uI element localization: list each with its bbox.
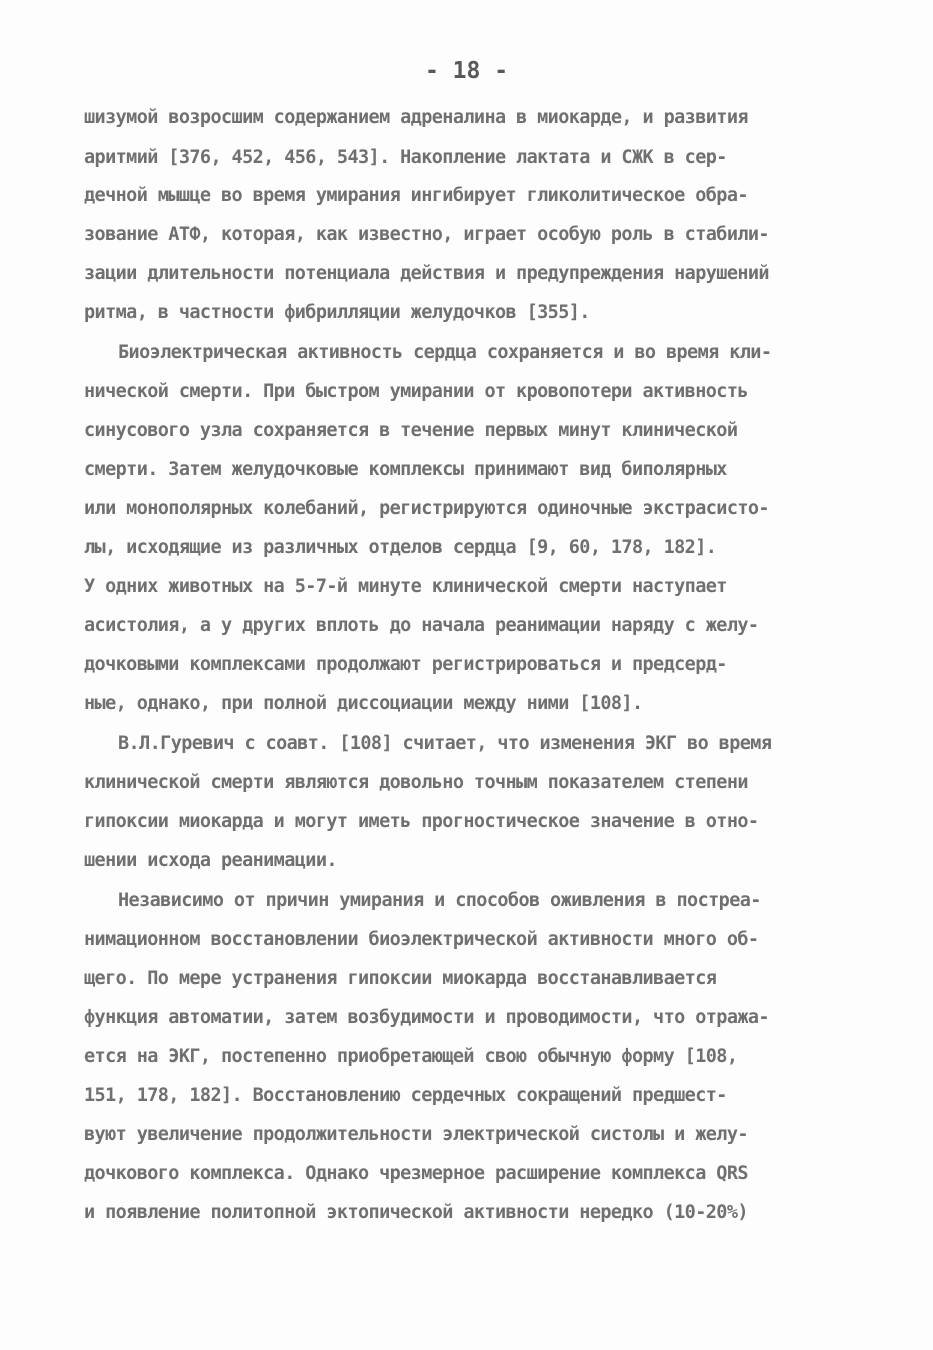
text-line: или монополярных колебаний, регистрируются одиночные экстрасисто- xyxy=(84,498,769,519)
text-line: щего. По мере устранения гипоксии миокарда восстанавливается xyxy=(84,968,717,989)
text-line: Независимо от причин умирания и способов оживления в постреа- xyxy=(118,890,761,911)
text-line: дечной мышце во время умирания ингибирует гликолитическое обра- xyxy=(84,185,748,206)
text-line: аритмий [376, 452, 456, 543]. Накопление лактата и СЖК в сер- xyxy=(84,147,727,168)
text-line: зации длительности потенциала действия и предупреждения нарушений xyxy=(84,263,769,284)
text-line: ные, однако, при полной диссоциации между ними [108]. xyxy=(84,693,643,714)
text-line: Биоэлектрическая активность сердца сохраняется и во время кли- xyxy=(118,342,772,363)
text-line: шизумой возросшим содержанием адреналина в миокарде, и развития xyxy=(84,107,748,128)
text-line: ритма, в частности фибрилляции желудочков [355]. xyxy=(84,302,590,323)
text-line: и появление политопной эктопической активности нередко (10-20%) xyxy=(84,1202,748,1223)
page-number: - 18 - xyxy=(424,58,509,84)
text-line: В.Л.Гуревич с соавт. [108] считает, что изменения ЭКГ во время xyxy=(118,733,772,754)
text-line: синусового узла сохраняется в течение первых минут клинической xyxy=(84,420,738,441)
text-line: шении исхода реанимации. xyxy=(84,850,337,871)
text-line: лы, исходящие из различных отделов сердца [9, 60, 178, 182]. xyxy=(84,537,717,558)
text-line: 151, 178, 182]. Восстановлению сердечных сокращений предшест- xyxy=(84,1085,727,1106)
text-line: ется на ЭКГ, постепенно приобретающей свою обычную форму [108, xyxy=(84,1046,738,1067)
text-line: нимационном восстановлении биоэлектрической активности много об- xyxy=(84,929,759,950)
text-line: дочковыми комплексами продолжают регистрироваться и предсерд- xyxy=(84,654,727,675)
text-line: зование АТФ, которая, как известно, играет особую роль в стабили- xyxy=(84,224,769,245)
text-line: нической смерти. При быстром умирании от кровопотери активность xyxy=(84,381,748,402)
text-line: смерти. Затем желудочковые комплексы принимают вид биполярных xyxy=(84,459,727,480)
text-line: дочкового комплекса. Однако чрезмерное расширение комплекса QRS xyxy=(84,1163,748,1184)
text-line: функция автоматии, затем возбудимости и проводимости, что отража- xyxy=(84,1007,769,1028)
text-line: вуют увеличение продолжительности электрической систолы и желу- xyxy=(84,1124,748,1145)
text-line: У одних животных на 5-7-й минуте клинической смерти наступает xyxy=(84,576,727,597)
text-line: клинической смерти являются довольно точным показателем степени xyxy=(84,772,748,793)
text-line: гипоксии миокарда и могут иметь прогностическое значение в отно- xyxy=(84,811,759,832)
text-line: асистолия, а у других вплоть до начала реанимации наряду с желу- xyxy=(84,615,759,636)
